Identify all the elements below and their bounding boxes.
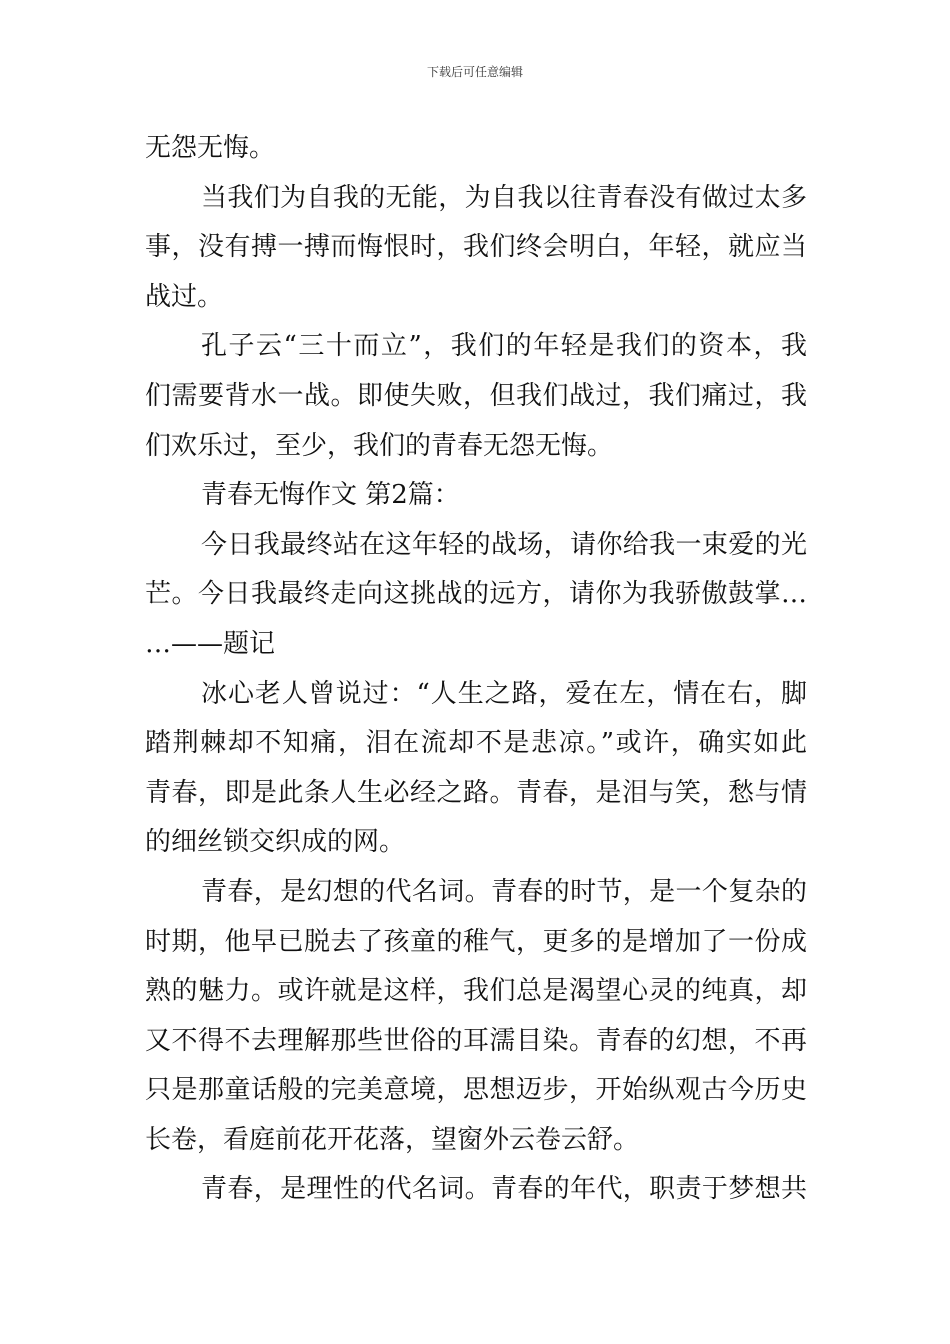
text-line: 青春，是理性的代名词。青春的年代，职责于梦想共	[201, 1174, 807, 1205]
text-line: …——题记	[145, 628, 276, 659]
text-line: 青春，是幻想的代名词。青春的时节，是一个复杂的	[201, 876, 807, 907]
page-header: 下载后可任意编辑	[426, 65, 523, 79]
text-line: 长卷，看庭前花开花落，望窗外云卷云舒。	[145, 1124, 640, 1155]
text-line: 青春，即是此条人生必经之路。青春，是泪与笑，愁与情	[145, 777, 807, 808]
text-line: 踏荆棘却不知痛，泪在流却不是悲凉。”或许，确实如此	[145, 728, 807, 759]
text-line: 芒。今日我最终走向这挑战的远方，请你为我骄傲鼓掌…	[145, 579, 807, 610]
document-body	[145, 124, 807, 1215]
text-line: 事，没有搏一搏而悔恨时，我们终会明白，年轻，就应当	[145, 232, 807, 263]
text-line: 的细丝锁交织成的网。	[145, 827, 406, 858]
text-line: 只是那童话般的完美意境，思想迈步，开始纵观古今历史	[145, 1075, 807, 1106]
text-line: 今日我最终站在这年轻的战场，请你给我一束爱的光	[201, 529, 807, 560]
text-line: 们欢乐过，至少，我们的青春无怨无悔。	[145, 430, 614, 461]
text-line: 们需要背水一战。即使失败，但我们战过，我们痛过，我	[145, 380, 807, 411]
text-line: 又不得不去理解那些世俗的耳濡目染。青春的幻想，不再	[145, 1025, 807, 1056]
text-line: 冰心老人曾说过：“人生之路，爱在左，情在右，脚	[201, 678, 807, 709]
text-line: 时期，他早已脱去了孩童的稚气，更多的是增加了一份成	[145, 926, 807, 957]
text-line: 无怨无悔。	[145, 133, 276, 163]
text-line: 当我们为自我的无能，为自我以往青春没有做过太多	[201, 182, 807, 213]
text-line: 青春无悔作文 第2篇：	[201, 480, 460, 511]
text-line: 熟的魅力。或许就是这样，我们总是渴望心灵的纯真，却	[145, 976, 807, 1007]
text-line: 孔子云“三十而立”，我们的年轻是我们的资本，我	[201, 331, 807, 362]
text-line: 战过。	[145, 281, 224, 312]
